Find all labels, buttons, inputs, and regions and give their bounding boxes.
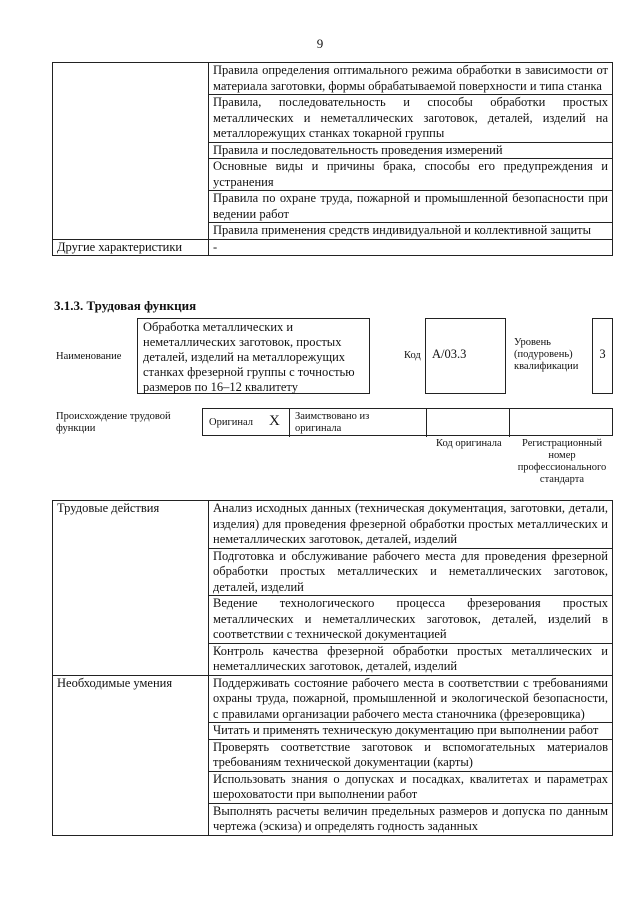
level-box <box>592 318 613 394</box>
name-label: Наименование <box>56 351 122 362</box>
code-label: Код <box>404 350 421 361</box>
skills-label: Необходимые умения <box>53 675 209 835</box>
code-box <box>425 318 506 394</box>
original-label: Оригинал <box>209 417 253 428</box>
action-row: Анализ исходных данных (техническая документация, заготовки, детали, изделия) для проведения фрезерной обработки простых металлических и неметаллических заготовок, деталей, изделий <box>209 501 613 549</box>
knowledge-row: Основные виды и причины брака, способы его предупреждения и устранения <box>209 159 613 191</box>
original-mark: X <box>269 413 280 429</box>
code-original-caption: Код оригинала <box>436 438 502 449</box>
knowledge-label-cell <box>53 63 209 240</box>
action-row: Контроль качества фрезерной обработки простых металлических и неметаллических заготовок, деталей, изделий <box>209 643 613 675</box>
origin-row-box <box>202 408 613 436</box>
qualification-level: 3 <box>599 347 606 361</box>
skill-row: Поддерживать состояние рабочего места в соответствии с требованиями охраны труда, пожарной, промышленной и экологической безопасности, с правилами организации рабочего места станочника (фрезеровщика) <box>209 675 613 723</box>
divider <box>289 409 290 437</box>
knowledge-row: Правила по охране труда, пожарной и промышленной безопасности при ведении работ <box>209 191 613 223</box>
function-name: Обработка металлических и неметаллических заготовок, простых деталей, изделий на металлорежущих станках фрезерной группы с точностью размеров по 16–12 квалитету <box>143 320 355 394</box>
knowledge-row: Правила определения оптимального режима обработки в зависимости от материала заготовки, формы обрабатываемой поверхности и типа станка <box>209 63 613 95</box>
skill-row: Проверять соответствие заготовок и вспомогательных материалов требованиям технической документации (карты) <box>209 739 613 771</box>
other-characteristics-label: Другие характеристики <box>53 239 209 256</box>
page-number: 9 <box>316 36 324 51</box>
action-row: Подготовка и обслуживание рабочего места для проведения фрезерной обработки простых металлических и неметаллических заготовок, деталей, изделий <box>209 548 613 596</box>
section-heading: 3.1.3. Трудовая функция <box>54 298 197 313</box>
function-name-box <box>137 318 370 394</box>
skill-row: Выполнять расчеты величин предельных размеров и допуска по данным чертежа (эскиза) и определять годность заданных <box>209 803 613 835</box>
knowledge-row: Правила применения средств индивидуальной и коллективной защиты <box>209 223 613 240</box>
actions-label: Трудовые действия <box>53 501 209 676</box>
action-row: Ведение технологического процесса фрезерования простых металлических и неметаллических заготовок, деталей, изделий в соответствии с технической документацией <box>209 596 613 644</box>
knowledge-table <box>52 62 613 256</box>
level-label: Уровень (подуровень) квалификации <box>514 337 579 372</box>
reg-number-caption: Регистрационный номер профессионального стандарта <box>517 438 607 485</box>
skill-row: Читать и применять техническую документацию при выполнении работ <box>209 723 613 740</box>
skill-row: Использовать знания о допусках и посадках, квалитетах и параметрах шероховатости при выполнении работ <box>209 771 613 803</box>
other-characteristics-value: - <box>209 239 613 256</box>
knowledge-row: Правила, последовательность и способы обработки простых металлических и неметаллических заготовок, деталей, изделий на металлорежущих станках токарной группы <box>209 95 613 143</box>
function-code: А/03.3 <box>432 347 467 361</box>
labor-table <box>52 500 613 836</box>
knowledge-row: Правила и последовательность проведения измерений <box>209 142 613 159</box>
borrowed-label: Заимствовано из оригинала <box>295 411 370 434</box>
origin-label: Происхождение трудовой функции <box>56 411 171 434</box>
divider <box>426 409 427 437</box>
divider <box>509 409 510 437</box>
